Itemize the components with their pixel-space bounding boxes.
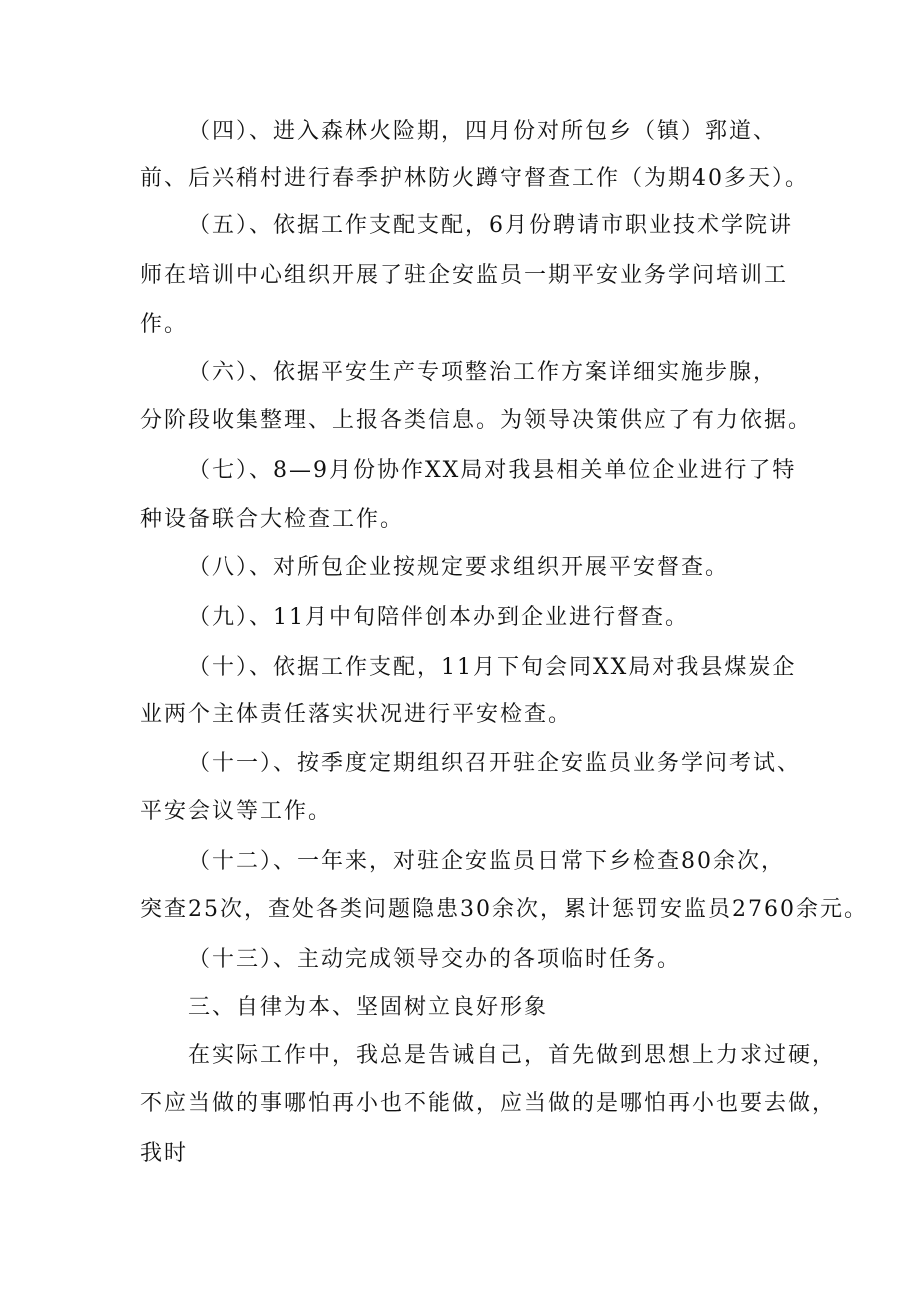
paragraph-7-line-2: 种设备联合大检查工作。 <box>140 507 405 532</box>
paragraph-7-line-1: （七）、8—9月份协作XX局对我县相关单位企业进行了特 <box>188 458 797 483</box>
closing-paragraph-line-3: 我时 <box>140 1141 189 1166</box>
paragraph-13: （十三）、主动完成领导交办的各项临时任务。 <box>188 947 682 972</box>
paragraph-10-line-2: 业两个主体责任落实状况进行平安检查。 <box>140 702 573 727</box>
paragraph-9: （九）、11月中旬陪伴创本办到企业进行督查。 <box>188 605 689 630</box>
paragraph-5-line-2: 师在培训中心组织开展了驻企安监员一期平安业务学问培训工 <box>140 263 789 288</box>
paragraph-12-line-1: （十二）、一年来，对驻企安监员日常下乡检查80余次， <box>188 849 785 874</box>
closing-paragraph-line-1: 在实际工作中，我总是告诫自己，首先做到思想上力求过硬， <box>188 1043 837 1068</box>
paragraph-11-line-2: 平安会议等工作。 <box>140 799 333 824</box>
paragraph-6-line-2: 分阶段收集整理、上报各类信息。为领导决策供应了有力依据。 <box>140 408 813 433</box>
closing-paragraph-line-2: 不应当做的事哪怕再小也不能做，应当做的是哪怕再小也要去做， <box>140 1091 837 1116</box>
paragraph-10-line-1: （十）、依据工作支配，11月下旬会同XX局对我县煤炭企 <box>188 655 797 680</box>
section-heading: 三、自律为本、坚固树立良好形象 <box>188 995 549 1020</box>
paragraph-6-line-1: （六）、依据平安生产专项整治工作方案详细实施步腺， <box>188 360 778 385</box>
paragraph-4-line-2: 前、后兴稍村进行春季护林防火蹲守督查工作（为期40多天）。 <box>140 166 809 191</box>
paragraph-12-line-2: 突查25次，查处各类问题隐患30余次，累计惩罚安监员2760余元。 <box>140 897 868 922</box>
paragraph-5-line-3: 作。 <box>140 312 189 337</box>
paragraph-11-line-1: （十一）、按季度定期组织召开驻企安监员业务学问考试、 <box>188 751 802 776</box>
paragraph-4-line-1: （四）、进入森林火险期，四月份对所包乡（镇）郛道、 <box>188 119 778 144</box>
paragraph-8: （八）、对所包企业按规定要求组织开展平安督查。 <box>188 555 730 580</box>
paragraph-5-line-1: （五）、依据工作支配支配，6月份聘请市职业技术学院讲 <box>188 213 793 238</box>
